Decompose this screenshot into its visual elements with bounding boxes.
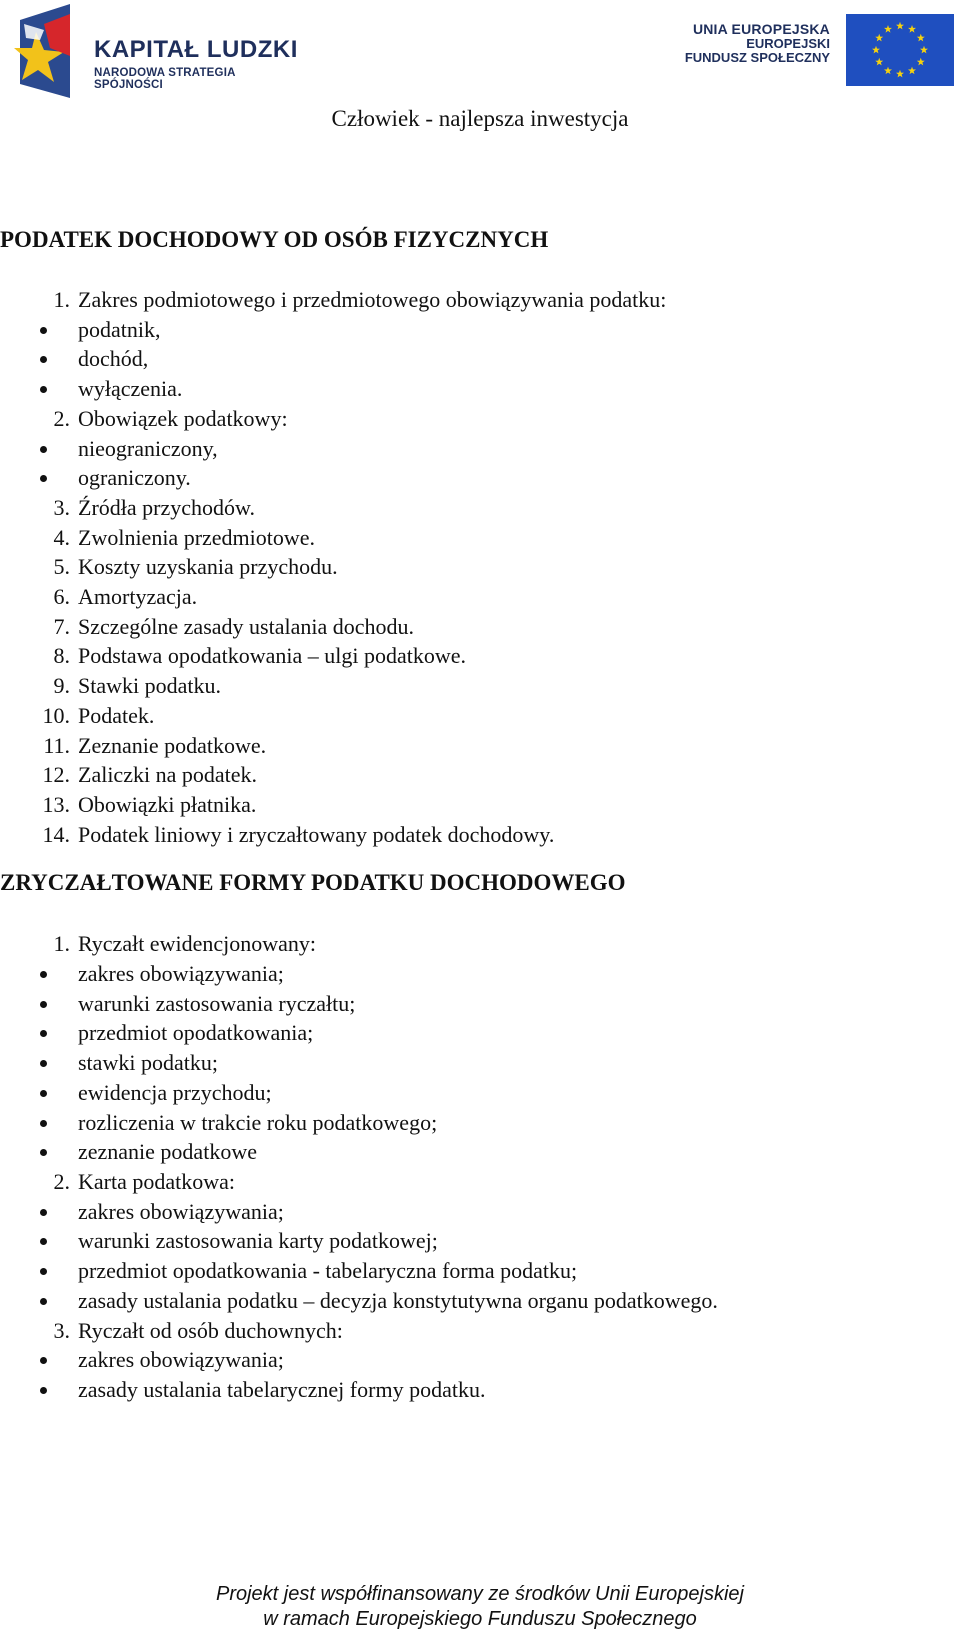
list-item-number: 9.	[53, 673, 70, 699]
kapital-ludzki-emblem-icon	[14, 4, 74, 98]
list-item-number: 13.	[42, 791, 70, 817]
list-item	[0, 760, 950, 790]
list-item	[0, 552, 950, 582]
list-item	[0, 820, 950, 850]
list-item-number: 12.	[42, 762, 70, 788]
list-item-number: 10.	[42, 702, 70, 728]
sub-list-item: ograniczony.	[0, 463, 950, 493]
list-item-number: 14.	[42, 821, 70, 847]
eu-logo	[684, 12, 954, 88]
list-item-text: Ryczałt od osób duchownych:	[78, 1317, 343, 1343]
eu-line-1: UNIA EUROPEJSKA	[692, 21, 830, 37]
list-item	[0, 493, 950, 523]
list-item-text: Stawki podatku.	[78, 673, 221, 699]
list-item-number: 2.	[53, 1168, 70, 1194]
list-item-text: Zaliczki na podatek.	[78, 762, 257, 788]
sub-list-item: dochód,	[0, 344, 950, 374]
list-item-text: Zwolnienia przedmiotowe.	[78, 524, 316, 550]
sub-list	[0, 315, 950, 404]
list-item	[0, 641, 950, 671]
list-item-number: 5.	[53, 554, 70, 580]
eu-flag-icon	[846, 14, 954, 86]
list-item-text: Koszty uzyskania przychodu.	[78, 554, 338, 580]
list-item-text: Podatek liniowy i zryczałtowany podatek dochodowy.	[78, 821, 555, 847]
list-item-number: 1.	[53, 287, 70, 312]
sub-list	[0, 1345, 950, 1404]
sub-list-item: zakres obowiązywania;	[0, 959, 950, 989]
sub-list-item: stawki podatku;	[0, 1048, 950, 1078]
kapital-ludzki-wordmark	[94, 38, 304, 91]
list-item-text: Podstawa opodatkowania – ulgi podatkowe.	[78, 643, 466, 669]
list-item	[0, 582, 950, 612]
eu-line-2: EUROPEJSKI	[746, 36, 830, 52]
list-item-text: Źródła przychodów.	[78, 494, 255, 520]
sub-list-item: przedmiot opodatkowania - tabelaryczna forma podatku;	[0, 1256, 950, 1286]
list-item	[0, 1167, 950, 1197]
sub-list-item: warunki zastosowania karty podatkowej;	[0, 1226, 950, 1256]
list-item-number: 3.	[53, 1317, 70, 1343]
document-content	[0, 225, 950, 1405]
list-item	[0, 1316, 950, 1346]
sub-list-item: warunki zastosowania ryczałtu;	[0, 989, 950, 1019]
sub-list	[0, 434, 950, 493]
list-item	[0, 285, 950, 315]
list-item-number: 8.	[53, 643, 70, 669]
list-item-number: 7.	[53, 613, 70, 639]
footer-line-2: w ramach Europejskiego Funduszu Społecznego	[263, 1608, 697, 1630]
list-item-text: Podatek.	[78, 702, 155, 728]
sub-list-item: zasady ustalania tabelarycznej formy podatku.	[0, 1375, 950, 1405]
sub-list-item: ewidencja przychodu;	[0, 1078, 950, 1108]
list-item	[0, 929, 950, 959]
sub-list	[0, 1197, 950, 1316]
list-item-number: 4.	[53, 524, 70, 550]
kapital-ludzki-title: KAPITAŁ LUDZKI	[94, 36, 298, 63]
section-list-lump-sum	[0, 929, 950, 1404]
sub-list-item: wyłączenia.	[0, 374, 950, 404]
footer	[0, 1582, 960, 1632]
sub-list	[0, 959, 950, 1167]
list-item-text: Amortyzacja.	[78, 584, 198, 610]
sub-list-item: przedmiot opodatkowania;	[0, 1018, 950, 1048]
kapital-ludzki-logo	[14, 4, 304, 100]
list-item-text: Zeznanie podatkowe.	[78, 732, 267, 758]
list-item	[0, 701, 950, 731]
list-item-number: 1.	[53, 931, 70, 957]
footer-line-1: Projekt jest współfinansowany ze środków Unii Europejskiej	[215, 1583, 745, 1605]
list-item	[0, 612, 950, 642]
sub-list-item: rozliczenia w trakcie roku podatkowego;	[0, 1108, 950, 1138]
list-item-number: 2.	[53, 405, 70, 431]
section-list-pit	[0, 285, 950, 849]
sub-list-item: zeznanie podatkowe	[0, 1137, 950, 1167]
list-item-text: Szczególne zasady ustalania dochodu.	[78, 613, 414, 639]
kapital-ludzki-subtitle: NARODOWA STRATEGIA SPÓJNOŚCI	[94, 67, 236, 91]
list-item-text: Obowiązek podatkowy:	[78, 405, 288, 431]
eu-line-3: FUNDUSZ SPOŁECZNY	[684, 50, 830, 66]
list-item	[0, 671, 950, 701]
motto: Człowiek - najlepsza inwestycja	[331, 106, 629, 131]
list-item-text: Obowiązki płatnika.	[78, 791, 257, 817]
list-item	[0, 731, 950, 761]
list-item-text: Karta podatkowa:	[78, 1168, 235, 1194]
sub-list-item: nieograniczony,	[0, 434, 950, 464]
sub-list-item: zasady ustalania podatku – decyzja konstytutywna organu podatkowego.	[0, 1286, 950, 1316]
section-title-lump-sum: ZRYCZAŁTOWANE FORMY PODATKU DOCHODOWEGO	[0, 870, 626, 896]
list-item	[0, 404, 950, 434]
sub-list-item: podatnik,	[0, 315, 950, 345]
list-item-text: Ryczałt ewidencjonowany:	[78, 931, 316, 957]
list-item-number: 6.	[53, 584, 70, 610]
list-item	[0, 790, 950, 820]
sub-list-item: zakres obowiązywania;	[0, 1345, 950, 1375]
sub-list-item: zakres obowiązywania;	[0, 1197, 950, 1227]
list-item-number: 11.	[43, 732, 70, 758]
list-item-number: 3.	[53, 494, 70, 520]
list-item-text: Zakres podmiotowego i przedmiotowego obowiązywania podatku:	[78, 287, 667, 312]
eu-wordmark	[685, 22, 830, 65]
list-item	[0, 523, 950, 553]
section-title-pit: PODATEK DOCHODOWY OD OSÓB FIZYCZNYCH	[0, 227, 549, 252]
